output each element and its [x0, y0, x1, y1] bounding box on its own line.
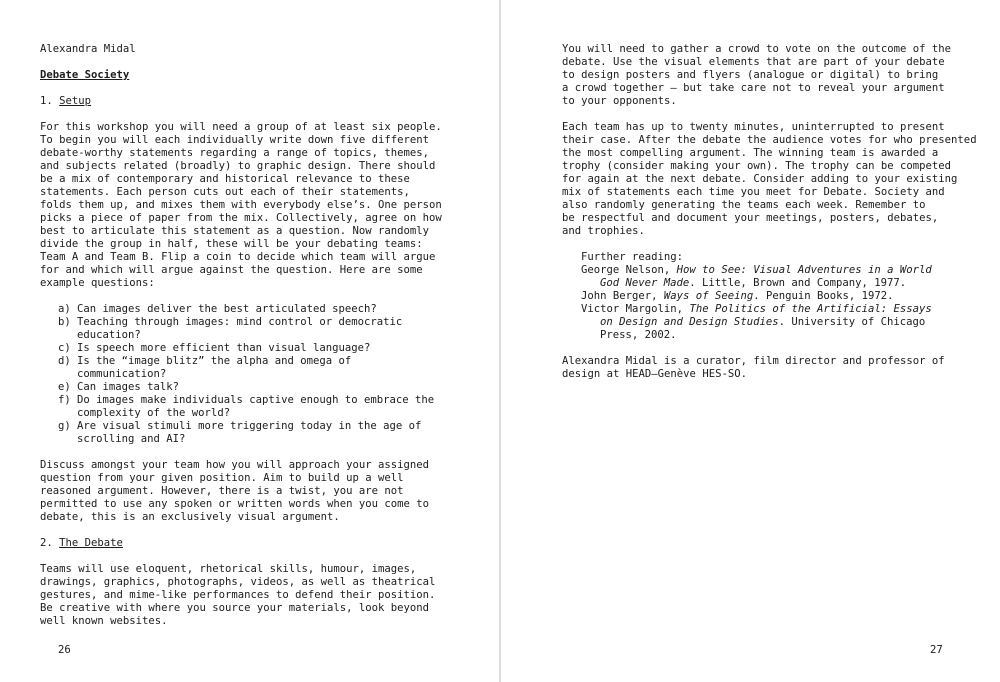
- list-marker: c): [58, 342, 71, 354]
- right-page: [501, 0, 1000, 682]
- reference-author: George Nelson,: [581, 264, 677, 276]
- reference-publication: . Penguin Books, 1972.: [753, 290, 894, 302]
- list-item: [58, 394, 480, 420]
- left-page: [0, 0, 499, 682]
- debate-paragraph: Teams will use eloquent, rhetorical skills, humour, images, drawings, graphics, photographs, videos, as well as theatrical gestures, and mime-like performances to defend their position. Be creative with where you source your materials, look beyond well known websites.: [40, 563, 436, 627]
- list-item: [58, 381, 480, 394]
- question-text: Are visual stimuli more triggering today in the age of scrolling and AI?: [77, 420, 422, 445]
- presentation-paragraph: Each team has up to twenty minutes, uninterrupted to present their case. After the debate the audience votes for who presented the most compelling argument. The winning team is awarded a trophy (consider making your own). The trophy can be competed for again at the next debate. Consider adding to your existing mix of statements each time you meet for Debate. Society and also randomly generating the teams each week. Remember to be respectful and document your meetings, posters, debates, and trophies.: [562, 121, 977, 237]
- reference-title: The Politics of the Artificial: Essays on Design and Design Studies: [600, 303, 932, 328]
- reference-title: Ways of Seeing: [663, 290, 754, 302]
- list-item: [58, 355, 480, 381]
- reference-item: [581, 290, 987, 303]
- list-marker: e): [58, 381, 71, 393]
- page-number: 27: [930, 644, 943, 656]
- section-number: 2.: [40, 537, 53, 549]
- section-title: Setup: [59, 95, 92, 107]
- list-marker: d): [58, 355, 71, 367]
- question-text: Is speech more efficient than visual language?: [77, 342, 371, 354]
- reference-item: [581, 264, 987, 290]
- crowd-paragraph: You will need to gather a crowd to vote on the outcome of the debate. Use the visual elements that are part of your debate to design posters and flyers (analogue or digital) to bring a crowd together – but take care not to reveal your argument to your opponents.: [562, 43, 952, 107]
- reference-item: [581, 303, 987, 342]
- author-bio: Alexandra Midal is a curator, film director and professor of design at HEAD–Genève HES-SO.: [562, 355, 945, 380]
- section-heading-debate: [40, 537, 480, 550]
- reference-author: Victor Margolin,: [581, 303, 690, 315]
- reference-author: John Berger,: [581, 290, 664, 302]
- question-text: Teaching through images: mind control or democratic education?: [77, 316, 403, 341]
- question-text: Can images deliver the best articulated speech?: [77, 303, 377, 315]
- list-item: [58, 316, 480, 342]
- question-text: Do images make individuals captive enough to embrace the complexity of the world?: [77, 394, 435, 419]
- section-heading-setup: [40, 95, 480, 108]
- right-text-column: [562, 43, 987, 381]
- reference-publication: . Little, Brown and Company, 1977.: [689, 277, 907, 289]
- further-reading: [581, 251, 987, 342]
- discussion-paragraph: Discuss amongst your team how you will approach your assigned question from your given position. Aim to build up a well reasoned argument. However, there is a twist, you are not permitted to use any spoken or written words when you come to debate, this is an exclusively visual argument.: [40, 459, 430, 523]
- section-title: The Debate: [59, 537, 123, 549]
- further-reading-heading: Further reading:: [581, 251, 684, 263]
- list-item: [58, 342, 480, 355]
- setup-paragraph: For this workshop you will need a group of at least six people. To begin you will each individually write down five different debate-worthy statements regarding a range of topics, themes, and subjects related (broadly) to graphic design. There should be a mix of contemporary and historical relevance to these statements. Each person cuts out each of their statements, folds them up, and mixes them with everybody else’s. One person picks a piece of paper from the mix. Collectively, agree on how best to articulate this statement as a question. Now randomly divide the group in half, these will be your debating teams: Team A and Team B. Flip a coin to decide which team will argue for and which will argue against the question. Here are some example questions:: [40, 121, 442, 289]
- list-item: [58, 303, 480, 316]
- question-text: Is the “image blitz” the alpha and omega of communication?: [77, 355, 352, 380]
- example-questions-list: [58, 303, 480, 446]
- author-name: Alexandra Midal: [40, 43, 136, 55]
- article-title: Debate Society: [40, 69, 130, 81]
- list-marker: a): [58, 303, 71, 315]
- left-text-column: [40, 43, 480, 628]
- question-text: Can images talk?: [77, 381, 180, 393]
- list-marker: b): [58, 316, 71, 328]
- reference-title: How to See: Visual Adventures in a World God Never Made: [600, 264, 932, 289]
- page-number: 26: [58, 644, 71, 656]
- list-item: [58, 420, 480, 446]
- section-number: 1.: [40, 95, 53, 107]
- list-marker: g): [58, 420, 71, 432]
- reference-publication: . University of Chicago Press, 2002.: [600, 316, 926, 341]
- list-marker: f): [58, 394, 71, 406]
